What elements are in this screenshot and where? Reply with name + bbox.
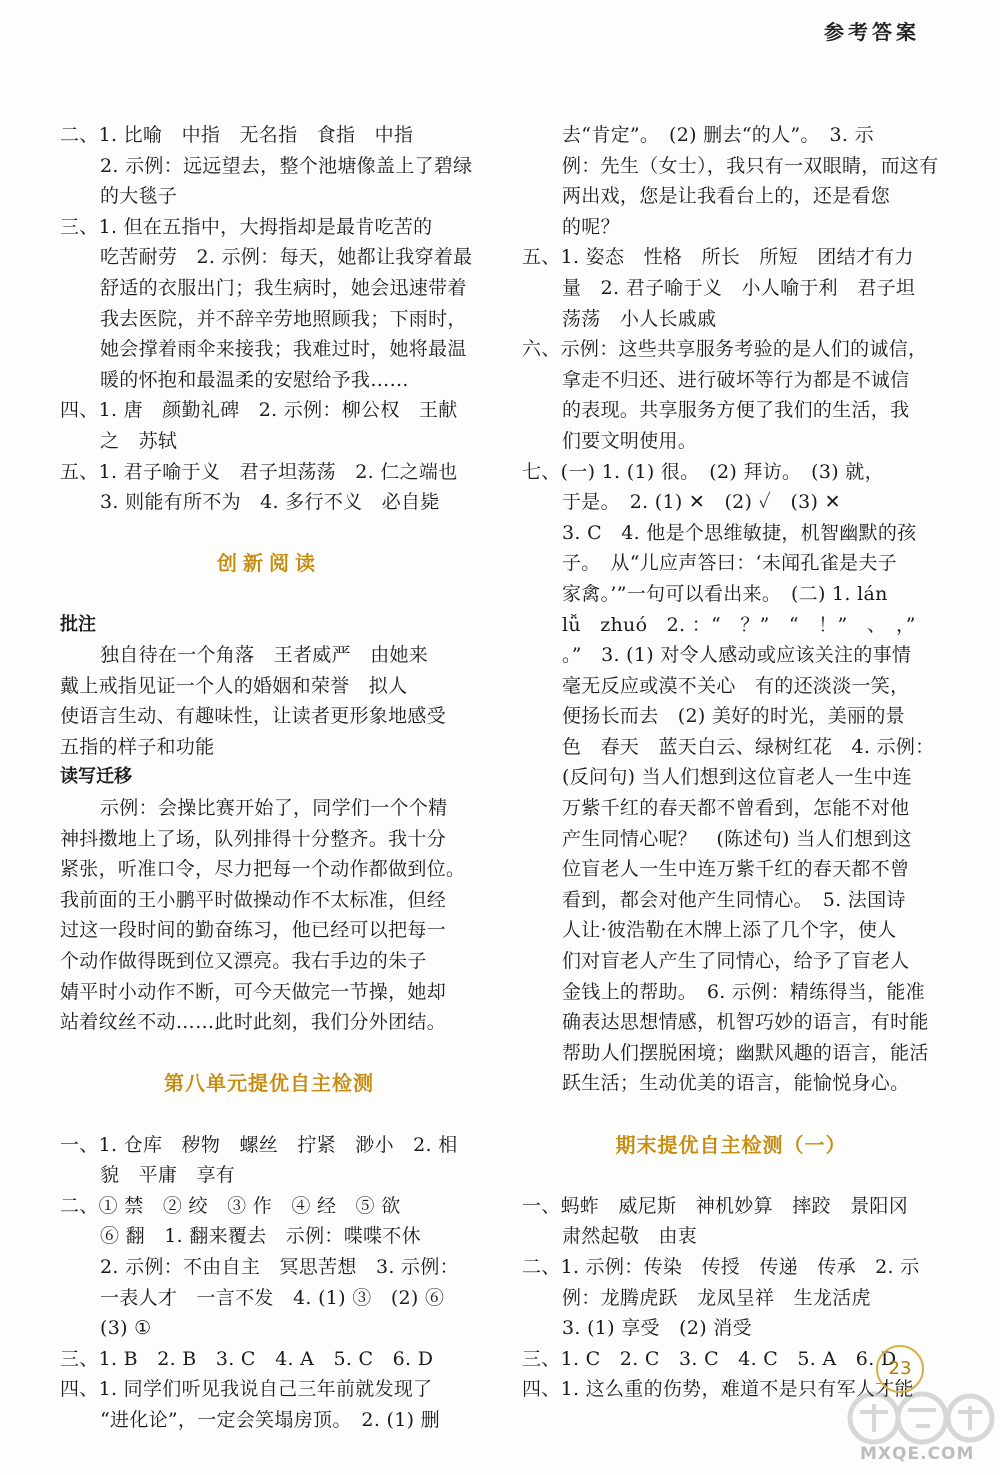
left-text-line: 示例：会操比赛开始了，同学们一个个精	[100, 797, 448, 820]
left-text-line: 的大毯子	[100, 185, 178, 208]
right-text-line: 便扬长而去 (2) 美好的时光，美丽的景	[562, 705, 905, 728]
left-text-line: 2. 示例：不由自主 冥思苦想 3. 示例：	[100, 1255, 459, 1278]
right-text-line: 色 春天 蓝天白云、绿树红花 4. 示例：	[562, 735, 935, 758]
left-text-line: 2. 示例：远远望去，整个池塘像盖上了碧绿	[100, 154, 473, 177]
right-text-line: 五、1. 姿态 性格 所长 所短 团结才有力	[522, 246, 914, 269]
right-text-line: 于是。 2. (1) ✕ (2) ✓ (3) ✕	[562, 491, 841, 514]
spacer	[522, 1099, 940, 1130]
right-text-line: 子。 从“儿应声答曰：‘未闻孔雀是夫子	[562, 552, 897, 575]
left-text-line: 四、1. 同学们听见我说自己三年前就发现了	[60, 1378, 433, 1401]
left-text-line: 三、1. B 2. B 3. C 4. A 5. C 6. D	[60, 1347, 434, 1370]
right-text-line: 产生同情心呢？ (陈述句) 当人们想到这	[562, 827, 912, 850]
right-text-line: 六、示例：这些共享服务考验的是人们的诚信，	[522, 338, 928, 361]
subsection-label: 读写迁移	[60, 766, 132, 788]
page-number: 23	[876, 1345, 924, 1393]
right-column	[522, 120, 940, 1405]
right-text-line: 帮助人们摆脱困境；幽默风趣的语言，能活	[562, 1041, 929, 1064]
right-text-line: 拿走不归还、进行破坏等行为都是不诚信	[562, 368, 910, 391]
left-text-line: 舒适的衣服出门；我生病时，她会迅速带着	[100, 276, 467, 299]
right-text-line: 家禽。’”一句可以看出来。 (二) 1. lán	[562, 582, 888, 605]
left-text-line: 三、1. 但在五指中，大拇指却是最肯吃苦的	[60, 215, 433, 238]
right-text-line: 人让·彼浩勒在木牌上添了几个字，使人	[562, 919, 897, 942]
left-text-line: 站着纹丝不动……此时此刻，我们分外团结。	[60, 1011, 447, 1034]
left-text-line: 3. 则能有所不为 4. 多行不义 必自毙	[100, 491, 440, 514]
left-text-line: 四、1. 唐 颜勤礼碑 2. 示例：柳公权 王献	[60, 399, 458, 422]
right-text-line: 确表达思想情感，机智巧妙的语言，有时能	[562, 1011, 929, 1034]
right-text-line: 看到，都会对他产生同情心。 5. 法国诗	[562, 888, 906, 911]
right-text-line: 例：先生（女士），我只有一双眼睛，而这有	[562, 154, 939, 177]
left-text-line: 二、① 禁 ② 绞 ③ 作 ④ 经 ⑤ 欲	[60, 1194, 401, 1217]
right-text-line: 的表现。共享服务方便了我们的生活，我	[562, 399, 910, 422]
section-heading: 第八单元提优自主检测	[164, 1071, 374, 1096]
left-text-line: “进化论”，一定会笑塌房顶。 2. (1) 删	[100, 1408, 440, 1431]
right-text-line: 荡荡 小人长戚戚	[562, 307, 717, 330]
right-text-line: 金钱上的帮助。 6. 示例：精练得当，能准	[562, 980, 925, 1003]
left-text-line: 之 苏轼	[100, 429, 178, 452]
right-text-line: 万紫千红的春天都不曾看到，怎能不对他	[562, 797, 910, 820]
left-text-line: 貌 平庸 享有	[100, 1164, 236, 1187]
section-heading: 创新阅读	[217, 551, 321, 576]
left-text-line: 神抖擞地上了场，队列排得十分整齐。我十分	[60, 827, 447, 850]
right-text-line: 去“肯定”。 (2) 删去“的人”。 3. 示	[562, 124, 874, 146]
right-text-line: 例：龙腾虎跃 龙凤呈祥 生龙活虎	[562, 1286, 871, 1309]
left-text-line: 婧平时小动作不断，可今天做完一节操，她却	[60, 980, 447, 1003]
left-text-line: 吃苦耐劳 2. 示例：每天，她都让我穿着最	[100, 246, 473, 269]
section-heading: 期末提优自主检测（一）	[615, 1132, 847, 1157]
right-text-line: 七、(一) 1. (1) 很。 (2) 拜访。 (3) 就，	[522, 460, 884, 483]
right-text-line: 三、1. C 2. C 3. C 4. C 5. A 6. D	[522, 1347, 897, 1370]
spacer	[522, 1160, 940, 1191]
right-text-line: (反问句) 当人们想到这位盲老人一生中连	[562, 766, 912, 789]
left-column	[60, 120, 478, 1436]
right-text-line: 们要文明使用。	[562, 429, 698, 452]
right-text-line: lǚ zhuó 2. ：“ ？” “ ！” 、 ，”	[562, 613, 916, 636]
right-text-line: 3. (1) 享受 (2) 消受	[562, 1317, 752, 1340]
left-text-line: 五指的样子和功能	[60, 735, 215, 758]
right-text-line: 毫无反应或漠不关心 有的还淡淡一笑，	[562, 674, 910, 697]
page-header-title: 参考答案	[824, 20, 920, 44]
left-text-line: 五、1. 君子喻于义 君子坦荡荡 2. 仁之端也	[60, 460, 458, 483]
right-text-line: 3. C 4. 他是个思维敏捷，机智幽默的孩	[562, 521, 917, 544]
spacer	[60, 1099, 478, 1130]
spacer	[60, 518, 478, 549]
subsection-label: 批注	[60, 613, 96, 635]
left-text-line: 戴上戒指见证一个人的婚姻和荣誉 拟人	[60, 674, 408, 697]
right-text-line: 位盲老人一生中连万紫千红的春天都不曾	[562, 858, 910, 881]
right-text-line: 二、1. 示例：传染 传授 传递 传承 2. 示	[522, 1255, 920, 1278]
left-text-line: 使语言生动、有趣味性，让读者更形象地感受	[60, 705, 447, 728]
right-text-line: 跃生活；生动优美的语言，能愉悦身心。	[562, 1072, 910, 1095]
right-text-line: 四、1. 这么重的伤势，难道不是只有军人才能	[522, 1378, 914, 1401]
left-text-line: ⑥ 翻 1. 翻来覆去 示例：喋喋不休	[100, 1225, 421, 1248]
right-text-line: 量 2. 君子喻于义 小人喻于利 君子坦	[562, 276, 916, 299]
left-text-line: 紧张，听准口令，尽力把每一个动作都做到位。	[60, 858, 466, 881]
right-text-line: 的呢？	[562, 215, 620, 238]
watermark-text: MXQE.COM	[860, 1444, 975, 1464]
left-text-line: 一表人才 一言不发 4. (1) ③ (2) ⑥	[100, 1286, 445, 1309]
left-text-line: 我去医院，并不辞辛劳地照顾我；下雨时，	[100, 307, 467, 330]
right-text-line: 一、蚂蚱 威尼斯 神机妙算 摔跤 景阳冈	[522, 1194, 909, 1217]
right-text-line: 们对盲老人产生了同情心，给予了盲老人	[562, 950, 910, 973]
left-text-line: (3) ①	[100, 1317, 152, 1340]
right-text-line: 两出戏，您是让我看台上的，还是看您	[562, 185, 891, 208]
left-text-line: 独自待在一个角落 王者威严 由她来	[100, 644, 429, 667]
left-text-line: 我前面的王小鹏平时做操动作不太标准，但经	[60, 888, 447, 911]
right-text-line: 。” 3. (1) 对令人感动或应该关注的事情	[562, 644, 912, 667]
left-text-line: 个动作做得既到位又漂亮。我右手边的朱子	[60, 950, 427, 973]
spacer	[60, 1038, 478, 1069]
left-text-line: 过这一段时间的勤奋练习，他已经可以把每一	[60, 919, 447, 942]
left-text-line: 一、1. 仓库 秽物 螺丝 拧紧 渺小 2. 相	[60, 1133, 458, 1156]
left-text-line: 她会撑着雨伞来接我；我难过时，她将最温	[100, 338, 467, 361]
right-text-line: 肃然起敬 由衷	[562, 1225, 698, 1248]
spacer	[60, 579, 478, 610]
left-text-line: 二、1. 比喻 中指 无名指 食指 中指	[60, 124, 414, 146]
left-text-line: 暖的怀抱和最温柔的安慰给予我……	[100, 368, 409, 391]
